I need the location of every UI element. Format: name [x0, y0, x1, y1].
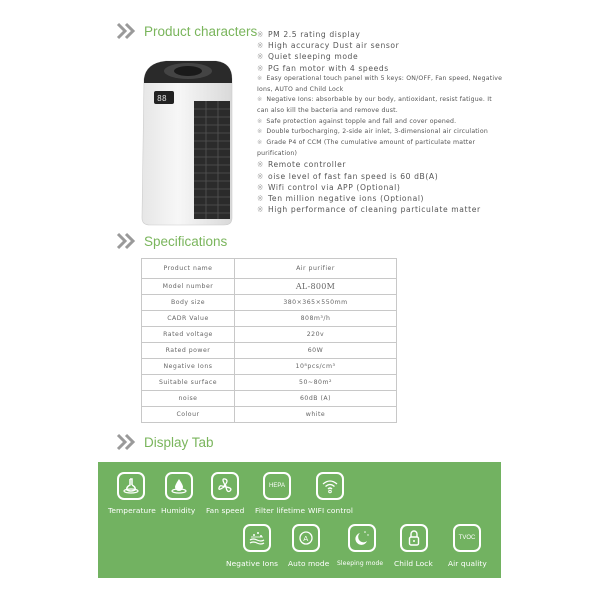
table-row: [142, 327, 397, 343]
feature-item: ※ PG fan motor with 4 speeds: [257, 63, 389, 73]
spec-value: Air purifier: [235, 259, 397, 279]
table-row: [142, 391, 397, 407]
display-reading: 88: [157, 94, 167, 103]
auto-mode-label: Auto mode: [288, 559, 330, 568]
child-lock-label: Child Lock: [394, 559, 433, 568]
double-chevron-icon: [116, 232, 138, 250]
auto-mode-icon: [292, 524, 320, 552]
specifications-table: [141, 258, 397, 423]
filter-lifetime-label: Filter lifetime: [255, 506, 306, 515]
table-row: [142, 375, 397, 391]
feature-item: ※ High performance of cleaning particulate matter: [257, 205, 481, 215]
feature-item: ※ Negative Ions: absorbable by our body, antioxidant, resist fatigue. It can also kill the bacteria and remove dust.: [257, 96, 492, 114]
spec-value: 808m³/h: [235, 311, 397, 327]
humidity-label: Humidity: [161, 506, 196, 515]
spec-key: Rated voltage: [142, 327, 235, 343]
svg-text:A: A: [303, 533, 309, 543]
spec-value: 380×365×550mm: [235, 295, 397, 311]
feature-item: ※ High accuracy Dust air sensor: [257, 41, 400, 51]
feature-item: ※ Remote controller: [257, 160, 347, 170]
table-row: [142, 359, 397, 375]
child-lock-icon: [400, 524, 428, 552]
spec-key: Colour: [142, 407, 235, 423]
spec-value: 50~80m²: [235, 375, 397, 391]
section-heading-product-characters: [116, 22, 257, 40]
feature-item: ※ Wifi control via APP (Optional): [257, 182, 401, 192]
double-chevron-icon: [116, 433, 138, 451]
wifi-control-icon: [316, 472, 344, 500]
section-heading-display-tab: [116, 433, 214, 451]
temperature-label: Temperature: [108, 506, 156, 515]
table-row: [142, 343, 397, 359]
spec-value: 60W: [235, 343, 397, 359]
section-title: Display Tab: [144, 434, 214, 450]
feature-item: ※ Easy operational touch panel with 5 keys: ON/OFF, Fan speed, Negative Ions, AUTO and Child Lock: [257, 74, 503, 93]
table-row: [142, 407, 397, 423]
fan-speed-icon: [211, 472, 239, 500]
humidity-icon: [165, 472, 193, 500]
spec-key: noise: [142, 391, 235, 407]
spec-value: 10⁸pcs/cm³: [235, 359, 397, 375]
sleeping-mode-label: Sleeping mode: [337, 560, 384, 567]
air-quality-icon: TVOC: [453, 524, 481, 552]
feature-list: [257, 29, 503, 215]
spec-key: Suitable surface: [142, 375, 235, 391]
table-row: [142, 279, 397, 295]
table-row: [142, 259, 397, 279]
spec-key: CADR Value: [142, 311, 235, 327]
feature-item: ※ oise level of fast fan speed is 60 dB(A): [257, 171, 439, 181]
spec-value: white: [235, 407, 397, 423]
spec-value: 60dB (A): [235, 391, 397, 407]
spec-value: 220v: [235, 327, 397, 343]
spec-key: Model number: [142, 279, 235, 295]
negative-ions-label: Negative Ions: [226, 559, 279, 568]
feature-item: ※ PM 2.5 rating display: [257, 30, 361, 39]
spec-key: Body size: [142, 295, 235, 311]
spec-key: Rated power: [142, 343, 235, 359]
spec-key: Product name: [142, 259, 235, 279]
table-row: [142, 311, 397, 327]
negative-ions-icon: [243, 524, 271, 552]
section-heading-specifications: [116, 232, 227, 250]
filter-lifetime-icon: HEPA: [263, 472, 291, 500]
section-title: Specifications: [144, 233, 228, 249]
wifi-control-label: WIFI control: [308, 506, 354, 515]
spec-key: Negative Ions: [142, 359, 235, 375]
section-title: Product characters: [144, 23, 258, 39]
feature-item: ※ Quiet sleeping mode: [257, 52, 359, 62]
feature-item: ※ Grade P4 of CCM (The cumulative amount of particulate matter purification): [257, 139, 476, 157]
product-image-air-purifier: [136, 53, 238, 230]
fan-speed-label: Fan speed: [206, 506, 245, 515]
feature-item: ※ Double turbocharging, 2-side air inlet, 3-dimensional air circulation: [257, 128, 488, 136]
spec-value: AL-800M: [235, 279, 397, 295]
air-quality-label: Air quality: [448, 559, 487, 568]
sleeping-mode-icon: [348, 524, 376, 552]
temperature-icon: [117, 472, 145, 500]
display-tab-panel: [98, 462, 501, 578]
table-row: [142, 295, 397, 311]
feature-item: ※ Safe protection against topple and fall and cover opened.: [257, 117, 457, 125]
feature-item: ※ Ten million negative ions (Optional): [257, 194, 425, 204]
double-chevron-icon: [116, 22, 138, 40]
